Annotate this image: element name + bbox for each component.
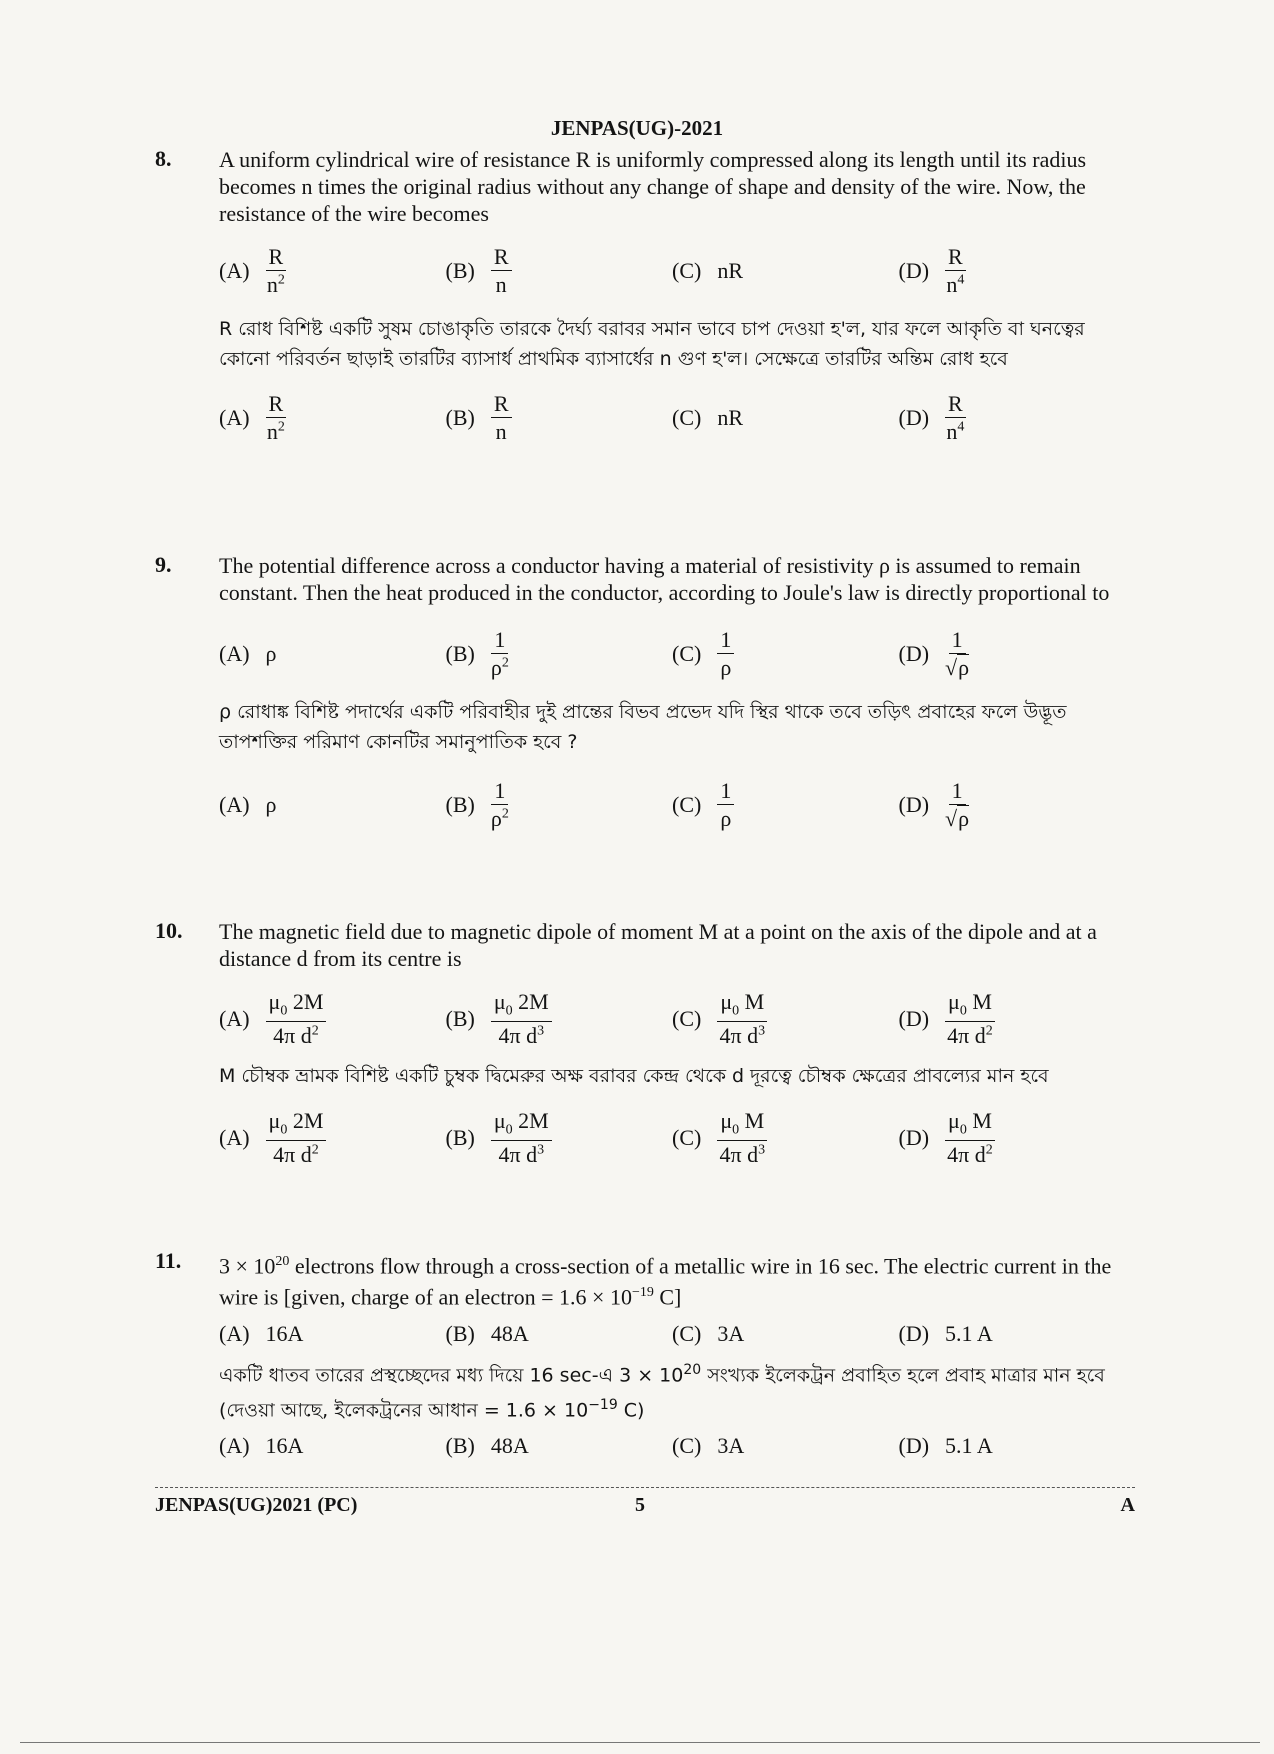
options-bn bbox=[219, 1433, 1125, 1459]
options-en bbox=[219, 1321, 1125, 1347]
page-number: 5 bbox=[635, 1494, 645, 1516]
option-a: (A) ρ bbox=[219, 640, 277, 666]
option-d: (D) $\frac{1}{√\rho}$ bbox=[898, 778, 970, 832]
option-b: (B) $\frac{\mu_0 2M}{4\pi d^3}$ bbox=[446, 1109, 673, 1166]
option-a: (A) 16A bbox=[219, 1433, 304, 1459]
footer-code: JENPAS(UG)2021 (PC) bbox=[155, 1494, 358, 1516]
question-number: 11. bbox=[155, 1248, 182, 1273]
option-c: (C) $\frac{1}{\rho}$ bbox=[672, 628, 899, 679]
option-d: (D) $\frac{R}{n^4}$ bbox=[898, 391, 965, 445]
option-a: (A) $\frac{\mu_0 2M}{4\pi d^2}$ bbox=[219, 1109, 446, 1166]
option-a: (A) ρ bbox=[219, 791, 277, 817]
question-text-bn: M চৌম্বক ভ্রামক বিশিষ্ট একটি চুম্বক দ্বিমেরুর অক্ষ বরাবর কেন্দ্র থেকে d দূরত্বে চৌম্বক ক্ষেত্রের প্রাবল্যের মান হবে bbox=[219, 1065, 1049, 1088]
option-b: (B) $\frac{\mu_0 2M}{4\pi d^3}$ bbox=[446, 990, 673, 1047]
options-bn bbox=[219, 1109, 1125, 1166]
question-text-en: The potential difference across a conductor having a material of resistivity ρ is assumed to remain constant. Then the heat produced in the conductor, according to Joule's law is directly proportional to bbox=[219, 553, 1110, 605]
page-header: JENPAS(UG)-2021 bbox=[550, 116, 724, 140]
question-8 bbox=[155, 146, 1125, 443]
option-a: (A) $\frac{\mu_0 2M}{4\pi d^2}$ bbox=[219, 990, 446, 1047]
option-b: (B) 48A bbox=[445, 1433, 529, 1459]
scan-edge-line bbox=[20, 1742, 1260, 1743]
option-b: (B) $\frac{1}{\rho^2}$ bbox=[445, 778, 509, 832]
options-bn bbox=[219, 779, 1125, 830]
question-10 bbox=[155, 918, 1125, 1166]
option-c: (C) $\frac{1}{\rho}$ bbox=[672, 779, 899, 830]
question-11 bbox=[155, 1248, 1125, 1459]
option-b: (B) $\frac{R}{n}$ bbox=[446, 245, 673, 296]
booklet-series: A bbox=[1120, 1494, 1135, 1516]
options-en bbox=[219, 990, 1125, 1047]
option-d: (D) $\frac{R}{n^4}$ bbox=[898, 244, 965, 298]
question-number: 10. bbox=[155, 918, 183, 943]
page-footer bbox=[155, 1487, 1135, 1516]
option-d: (D) 5.1 A bbox=[898, 1433, 993, 1459]
question-text-bn: একটি ধাতব তারের প্রস্থচ্ছেদের মধ্য দিয়ে 16 sec-এ $3 \times 10^{20}$ সংখ্যক ইলেকট্রন প্রবাহিত হলে প্রবাহ মাত্রার মান হবে (দেওয়া আছে, ইলেকট্রনের আধান = $1.6 \times 10^{-19}$ C) bbox=[219, 1361, 1105, 1422]
question-number: 9. bbox=[155, 552, 172, 577]
option-c: (C) $\frac{\mu_0 M}{4\pi d^3}$ bbox=[672, 990, 899, 1047]
option-c: (C) nR bbox=[672, 257, 744, 283]
option-b: (B) $\frac{1}{\rho^2}$ bbox=[445, 627, 509, 681]
question-text-en: A uniform cylindrical wire of resistance R is uniformly compressed along its length until its radius becomes n times the original radius without any change of shape and density of the wire. Now, the resistance of the wire becomes bbox=[219, 147, 1087, 226]
option-a: (A) 16A bbox=[219, 1320, 304, 1346]
option-d: (D) $\frac{\mu_0 M}{4\pi d^2}$ bbox=[899, 1109, 1126, 1166]
question-number: 8. bbox=[155, 146, 172, 171]
options-en bbox=[219, 245, 1125, 296]
question-9 bbox=[155, 552, 1125, 830]
option-c: (C) nR bbox=[672, 404, 744, 430]
options-en bbox=[219, 628, 1125, 679]
option-c: (C) 3A bbox=[672, 1433, 745, 1459]
option-d: (D) 5.1 A bbox=[898, 1320, 993, 1346]
options-bn bbox=[219, 392, 1125, 443]
option-b: (B) 48A bbox=[445, 1320, 529, 1346]
option-c: (C) $\frac{\mu_0 M}{4\pi d^3}$ bbox=[672, 1109, 899, 1166]
option-b: (B) $\frac{R}{n}$ bbox=[446, 392, 673, 443]
question-text-en: $3 \times 10^{20}$ electrons flow through a cross-section of a metallic wire in 16 sec. The electric current in the wire is [given, charge of an electron = $1.6 \times 10^{-19}$ C] bbox=[219, 1253, 1112, 1310]
option-a: (A) $\frac{R}{n^2}$ bbox=[219, 244, 285, 298]
option-d: (D) $\frac{1}{√\rho}$ bbox=[898, 627, 970, 681]
option-a: (A) $\frac{R}{n^2}$ bbox=[219, 391, 285, 445]
question-text-bn: R রোধ বিশিষ্ট একটি সুষম চোঙাকৃতি তারকে দৈর্ঘ্য বরাবর সমান ভাবে চাপ দেওয়া হ'ল, যার ফলে আকৃতি বা ঘনত্বের কোনো পরিবর্তন ছাড়াই তারটির ব্যাসার্ধ প্রাথমিক ব্যাসার্ধের n গুণ হ'ল। সেক্ষেত্রে তারটির অন্তিম রোধ হবে bbox=[219, 318, 1085, 371]
question-text-bn: ρ রোধাঙ্ক বিশিষ্ট পদার্থের একটি পরিবাহীর দুই প্রান্তের বিভব প্রভেদ যদি স্থির থাকে তবে তড়িৎ প্রবাহের ফলে উদ্ভূত তাপশক্তির পরিমাণ কোনটির সমানুপাতিক হবে ? bbox=[219, 701, 1067, 754]
question-text-en: The magnetic field due to magnetic dipole of moment M at a point on the axis of the dipole and at a distance d from its centre is bbox=[219, 919, 1097, 971]
option-c: (C) 3A bbox=[672, 1320, 745, 1346]
option-d: (D) $\frac{\mu_0 M}{4\pi d^2}$ bbox=[899, 990, 1126, 1047]
